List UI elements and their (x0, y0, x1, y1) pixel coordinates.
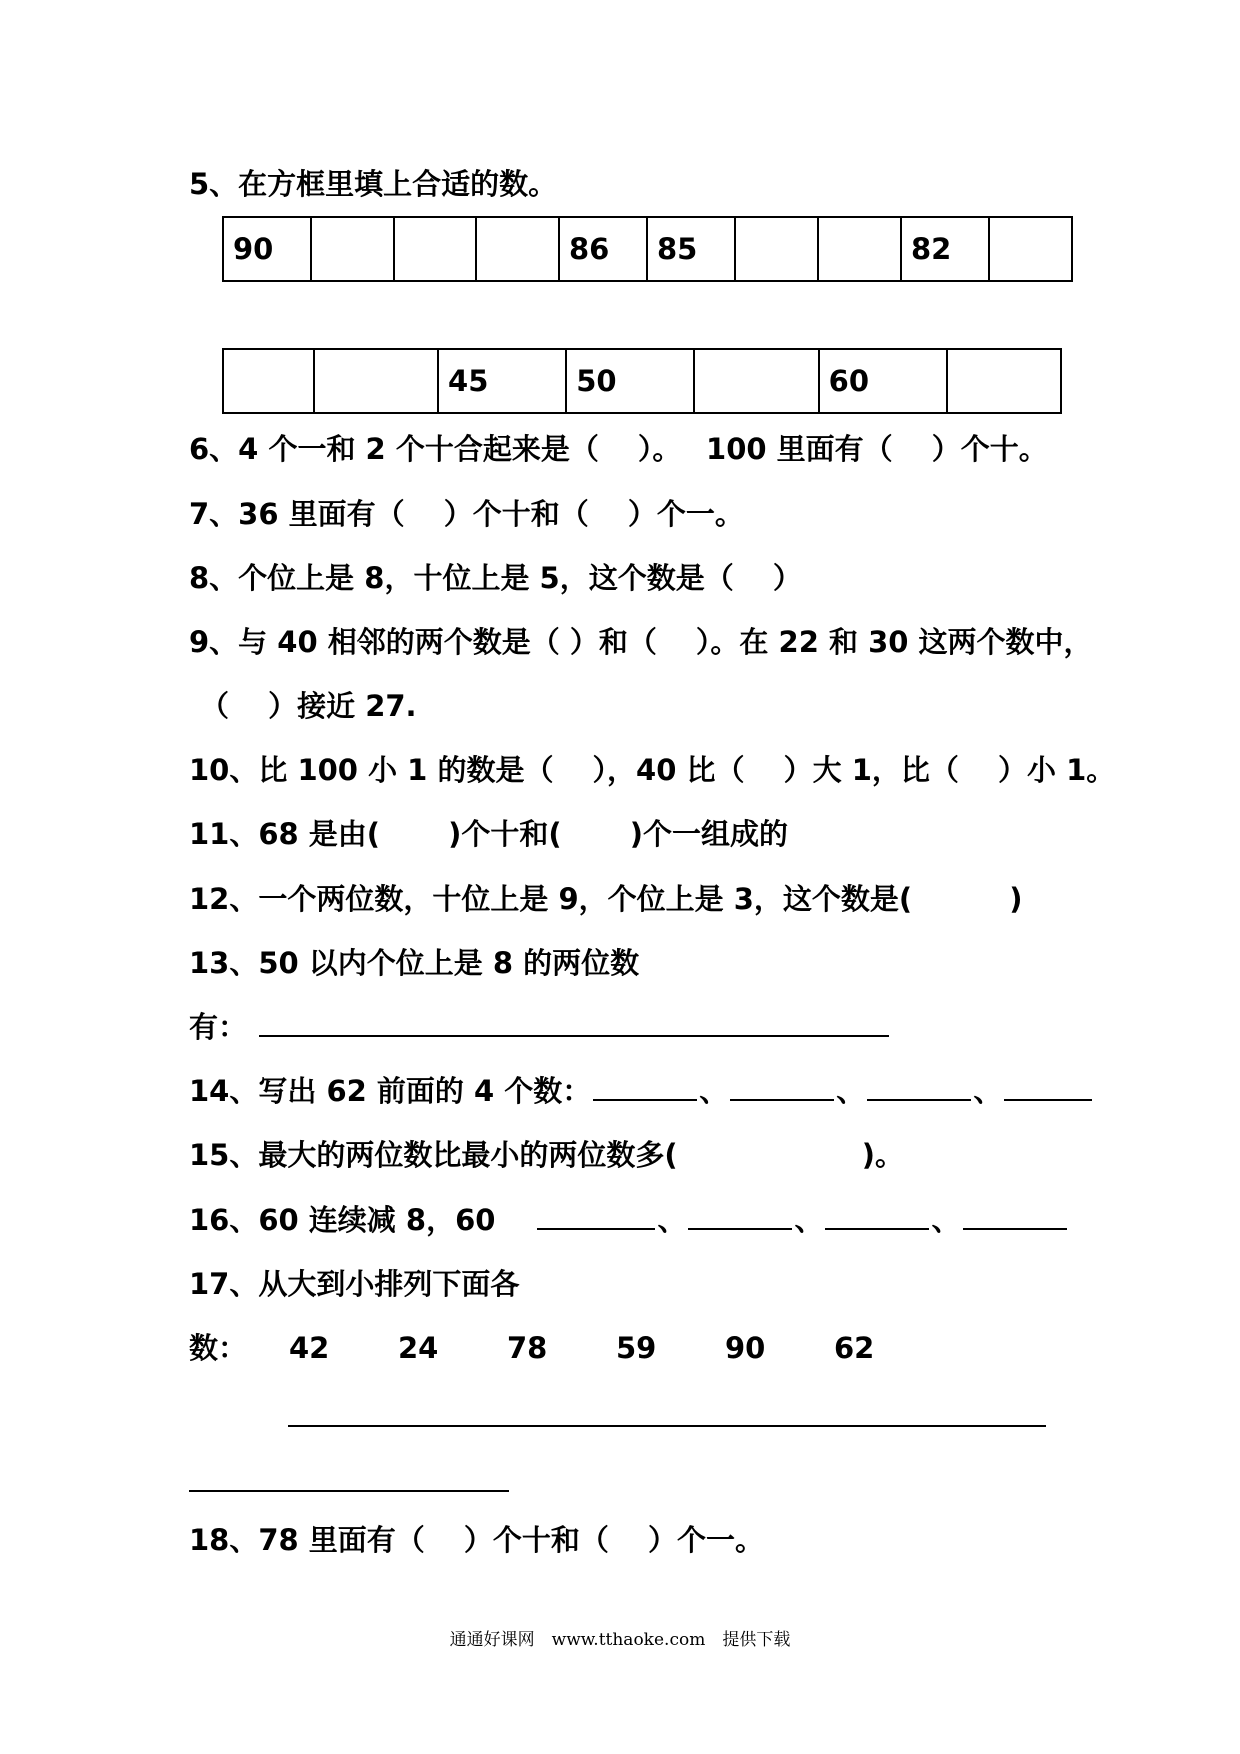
number-grid-row-1 (222, 216, 1073, 282)
grid-cell[interactable] (947, 349, 1061, 413)
number-item: 24 (398, 1331, 439, 1365)
grid-cell[interactable] (694, 349, 818, 413)
answer-blank[interactable] (867, 1098, 971, 1101)
number-item: 90 (725, 1331, 766, 1365)
q17-answer-line-2[interactable] (189, 1490, 509, 1492)
answer-blank[interactable] (825, 1227, 929, 1230)
q9-line-1: 9、与 40 相邻的两个数是（ ）和（ ）。在 22 和 30 这两个数中， (189, 625, 1093, 659)
grid-cell[interactable]: 86 (559, 217, 647, 281)
grid-cell[interactable] (818, 217, 901, 281)
grid-cell[interactable]: 82 (901, 217, 989, 281)
q18: 18、78 里面有（ ）个十和（ ）个一。 (189, 1523, 765, 1557)
q14 (189, 1074, 1094, 1108)
q17-answer-line-1[interactable] (288, 1425, 1046, 1427)
separator: 、 (657, 1203, 687, 1237)
grid-cell[interactable]: 50 (566, 349, 694, 413)
q13-answer-line (189, 1010, 891, 1044)
number-grid-row-2 (222, 348, 1062, 414)
q7: 7、36 里面有（ ）个十和（ ）个一。 (189, 497, 744, 531)
q13: 13、50 以内个位上是 8 的两位数 (189, 946, 640, 980)
answer-blank[interactable] (537, 1227, 655, 1230)
grid-cell[interactable] (314, 349, 438, 413)
q10: 10、比 100 小 1 的数是（ ），40 比（ ）大 1，比（ ）小 1。 (189, 753, 1116, 787)
q11: 11、68 是由( )个十和( )个一组成的 (189, 817, 789, 851)
grid-cell[interactable]: 60 (819, 349, 947, 413)
q6: 6、4 个一和 2 个十合起来是（ ）。 100 里面有（ ）个十。 (189, 432, 1048, 466)
answer-blank[interactable] (259, 1034, 889, 1037)
q15: 15、最大的两位数比最小的两位数多( )。 (189, 1138, 904, 1172)
q17: 17、从大到小排列下面各 (189, 1267, 520, 1301)
grid-cell[interactable]: 85 (647, 217, 735, 281)
answer-blank[interactable] (730, 1098, 834, 1101)
q9-line-2: （ ）接近 27. (200, 689, 417, 723)
q16 (189, 1203, 1069, 1237)
answer-blank[interactable] (593, 1098, 697, 1101)
separator: 、 (699, 1074, 729, 1108)
answer-blank[interactable] (1004, 1098, 1092, 1101)
q17-label: 数： (189, 1331, 248, 1365)
separator: 、 (794, 1203, 824, 1237)
q12: 12、一个两位数，十位上是 9，个位上是 3，这个数是( ) (189, 882, 1023, 916)
grid-cell[interactable]: 45 (438, 349, 566, 413)
footer-credit: 通通好课网 www.tthaoke.com 提供下载 (449, 1630, 791, 1650)
answer-blank[interactable] (688, 1227, 792, 1230)
grid-cell[interactable] (394, 217, 476, 281)
grid-cell[interactable] (735, 217, 818, 281)
q17-numbers (189, 1331, 894, 1365)
grid-cell[interactable]: 90 (223, 217, 311, 281)
grid-cell[interactable] (476, 217, 559, 281)
answer-blank[interactable] (963, 1227, 1067, 1230)
separator: 、 (973, 1074, 1003, 1108)
q13-answer-label: 有： (189, 1010, 248, 1044)
grid-cell[interactable] (989, 217, 1072, 281)
q5-prompt: 5、在方框里填上合适的数。 (189, 167, 558, 201)
grid-cell[interactable] (311, 217, 394, 281)
q8: 8、个位上是 8，十位上是 5，这个数是（ ） (189, 561, 802, 595)
q16-text: 16、60 连续减 8，60 (189, 1203, 496, 1237)
separator: 、 (836, 1074, 866, 1108)
separator: 、 (931, 1203, 961, 1237)
number-item: 78 (507, 1331, 548, 1365)
number-item: 59 (616, 1331, 657, 1365)
q14-text: 14、写出 62 前面的 4 个数： (189, 1074, 592, 1108)
grid-cell[interactable] (223, 349, 314, 413)
number-item: 62 (834, 1331, 875, 1365)
number-item: 42 (289, 1331, 330, 1365)
